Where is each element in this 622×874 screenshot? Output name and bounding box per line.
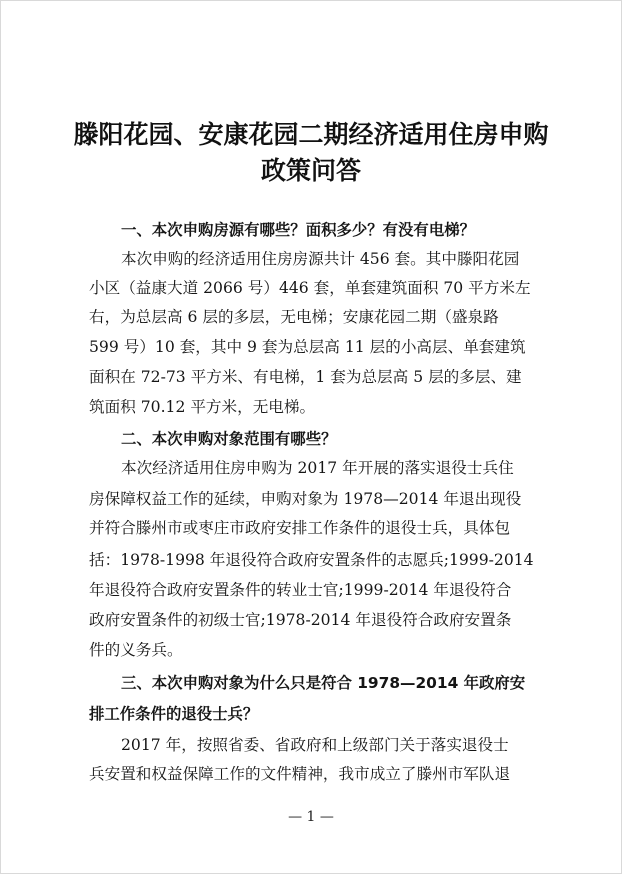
page-number: — 1 —: [288, 809, 334, 825]
paragraph-line: 兵安置和权益保障工作的文件精神，我市成立了滕州市军队退: [89, 765, 511, 783]
paragraph-line: 筑面积 70.12 平方米，无电梯。: [89, 398, 316, 416]
paragraph-line: 599 号）10 套，其中 9 套为总层高 11 层的小高层、单套建筑: [89, 338, 526, 356]
paragraph-line: 并符合滕州市或枣庄市政府安排工作条件的退役士兵，具体包: [89, 519, 511, 537]
paragraph-line: 政府安置条件的初级士官;1978-2014 年退役符合政府安置条: [89, 611, 512, 629]
paragraph-line: 年退役符合政府安置条件的转业士官;1999-2014 年退役符合: [89, 581, 512, 599]
paragraph-line: 2017 年，按照省委、省政府和上级部门关于落实退役士: [121, 736, 509, 754]
question-heading-3: 三、本次申购对象为什么只是符合 1978—2014 年政府安: [121, 674, 526, 692]
document-title-continued: 政策问答: [260, 156, 361, 185]
question-heading-2: 二、本次申购对象范围有哪些？: [121, 430, 337, 448]
question-heading-1: 一、本次申购房源有哪些？面积多少？有没有电梯？: [121, 221, 475, 239]
question-heading-3-continued: 排工作条件的退役士兵？: [89, 705, 259, 723]
paragraph-line: 小区（益康大道 2066 号）446 套，单套建筑面积 70 平方米左: [89, 279, 531, 297]
paragraph-line: 面积在 72-73 平方米、有电梯，1 套为总层高 5 层的多层、建: [89, 368, 522, 386]
paragraph-line: 本次经济适用住房申购为 2017 年开展的落实退役士兵住: [121, 459, 514, 477]
paragraph-line: 房保障权益工作的延续，申购对象为 1978—2014 年退出现役: [89, 490, 522, 508]
paragraph-line: 括：1978-1998 年退役符合政府安置条件的志愿兵;1999-2014: [89, 551, 534, 569]
paragraph-line: 右，为总层高 6 层的多层，无电梯；安康花园二期（盛泉路: [89, 308, 499, 326]
paragraph-line: 本次申购的经济适用住房房源共计 456 套。其中滕阳花园: [121, 250, 520, 268]
document-title: 滕阳花园、安康花园二期经济适用住房申购: [73, 120, 549, 149]
paragraph-line: 件的义务兵。: [89, 641, 183, 659]
